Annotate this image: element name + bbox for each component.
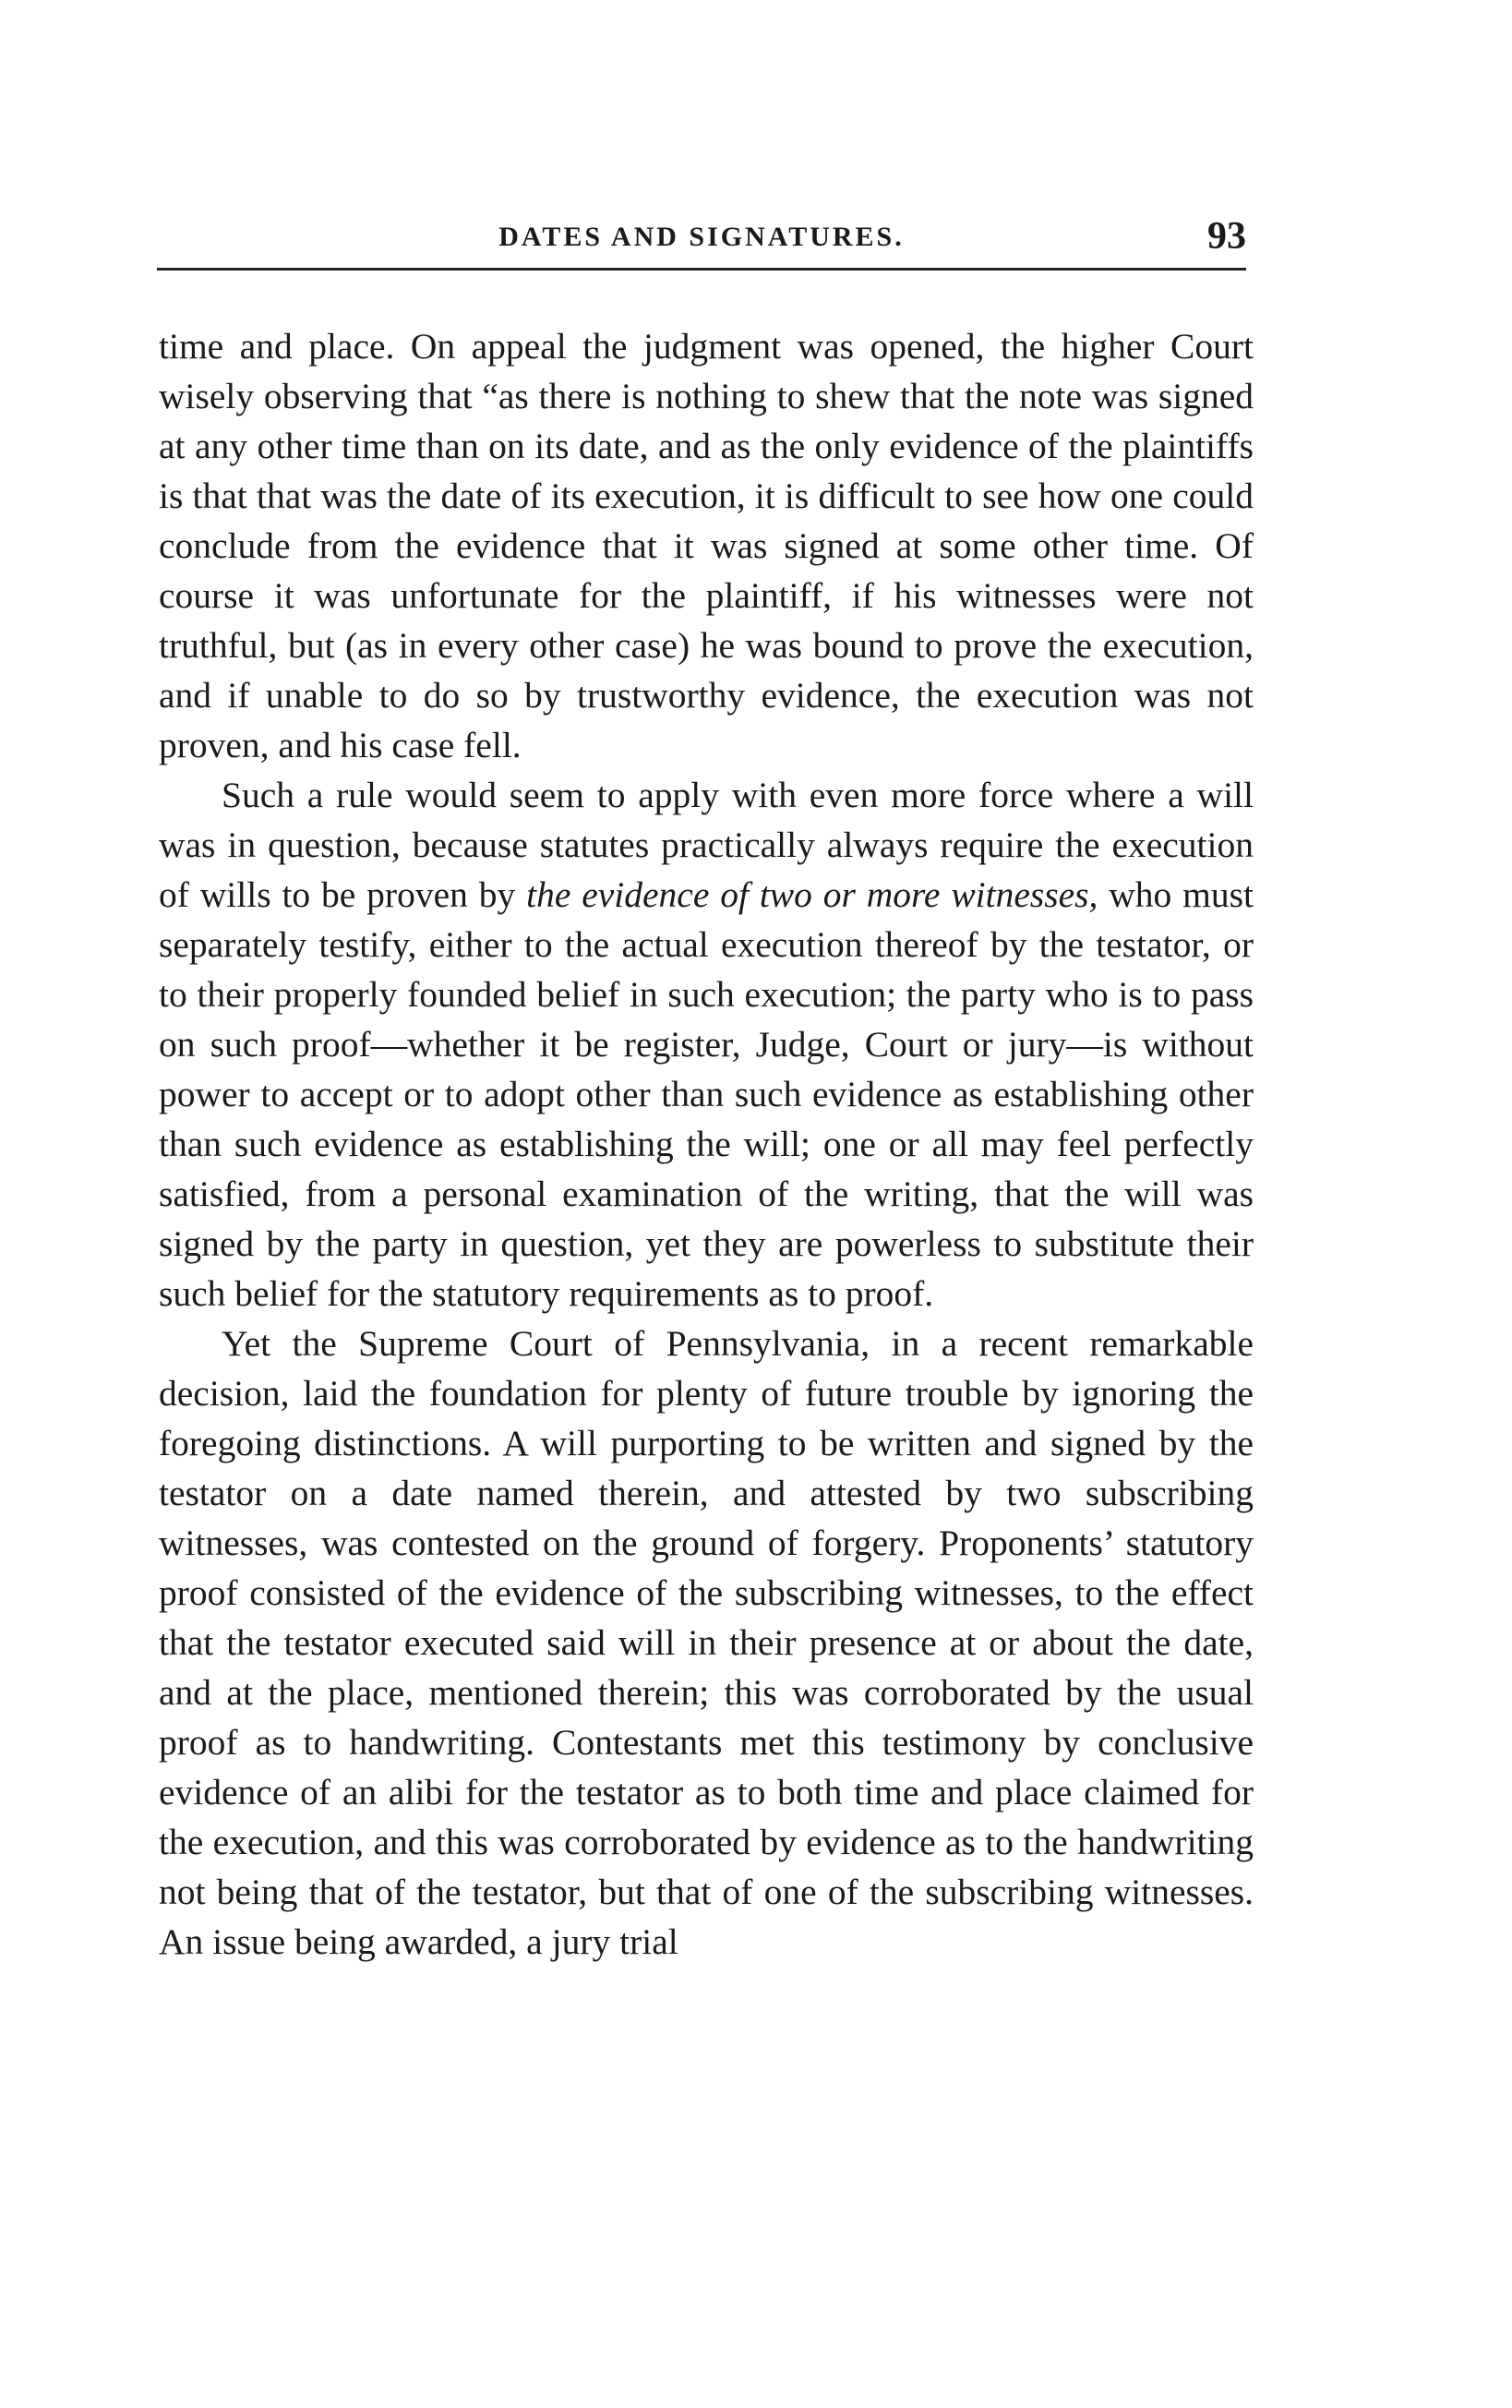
paragraph-2-italic: the evidence of two or more witnesses, bbox=[526, 874, 1098, 915]
paragraph-2 bbox=[159, 770, 1254, 1318]
running-title: DATES AND SIGNATURES. bbox=[498, 222, 905, 252]
paragraph-3: Yet the Supreme Court of Pennsylvania, in a recent remarkable decision, laid the foundation for plenty of future trouble by ignoring the foregoing distinctions. A will purporting to be written and signed by the testator on a date named therein, and attested by two subscribing witnesses, was contested on the ground of forgery. Proponents’ statutory proof consisted of the evidence of the subscribing witnesses, to the effect that the testator executed said will in their presence at or about the date, and at the place, mentioned therein; this was corroborated by the usual proof as to handwriting. Contestants met this testimony by conclusive evidence of an alibi for the testator as to both time and place claimed for the execution, and this was corroborated by evidence as to the handwriting not being that of the testator, but that of one of the subscribing witnesses. An issue being awarded, a jury trial bbox=[159, 1323, 1254, 1962]
body-text bbox=[159, 321, 1254, 1967]
page-number: 93 bbox=[1207, 215, 1246, 258]
header-rule bbox=[157, 268, 1246, 271]
paragraph-2-end: who must separately testify, either to the actual execution thereof by the testator, or to their properly founded belief in such execution; the party who is to pass on such proof—whether it be register, Judge, Court or jury—is without power to accept or to adopt other than such evidence as establishing other than such evidence as establishing the will; one or all may feel perfectly satisfied, from a personal examination of the writing, that the will was signed by the party in question, yet they are powerless to substitute their such belief for the statutory requirements as to proof. bbox=[159, 874, 1254, 1314]
running-head bbox=[157, 214, 1246, 270]
paragraph-1: time and place. On appeal the judgment was opened, the higher Court wisely observing that “as there is nothing to shew that the note was signed at any other time than on its date, and as the only evidence of the plaintiffs is that that was the date of its execution, it is difficult to see how one could conclude from the evidence that it was signed at some other time. Of course it was unfortunate for the plaintiff, if his witnesses were not truthful, but (as in every other case) he was bound to prove the execution, and if unable to do so by trustworthy evidence, the execution was not proven, and his case fell. bbox=[159, 326, 1254, 765]
paragraph-2-start: Such a rule would seem to apply with even more force where a will was in question, because statutes practically always require the execution of wills to be proven by bbox=[159, 775, 1254, 915]
